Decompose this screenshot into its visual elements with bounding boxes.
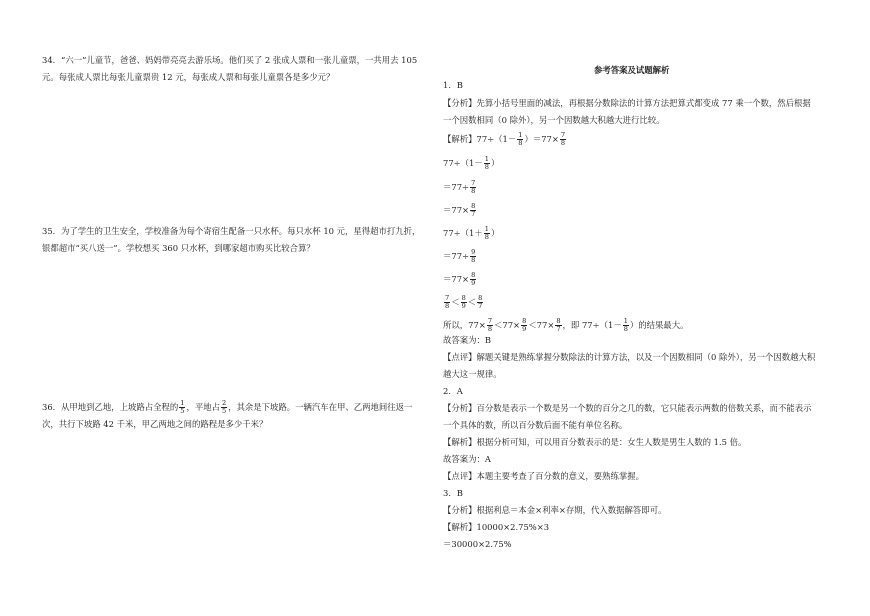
- question-35-line1: 35．为了学生的卫生安全，学校准备为每个寄宿生配备一只水杯。每只水杯 10 元，星得超市打九折，: [42, 226, 421, 236]
- answer-1-number: 1．B: [443, 80, 463, 90]
- answer-2-final: 故答案为：A: [443, 454, 491, 464]
- answer-1-step3: ＝77× $\frac{8}{7}$: [443, 202, 476, 218]
- answer-2-analysis-line2: 一个具体的数，所以百分数后面不能有单位名称。: [443, 420, 628, 430]
- answer-2-number: 2．A: [443, 386, 463, 396]
- answer-1-comment-line2: 越大这一规律。: [443, 369, 502, 379]
- question-35-line2: 银都超市“买八送一”。学校想买 360 只水杯，到哪家超市购买比较合算？: [42, 243, 315, 253]
- fraction: $\frac{2}{5}$: [221, 399, 227, 415]
- fraction: $\frac{1}{5}$: [180, 399, 185, 415]
- answer-1-solution: 【解析】77÷（1－ $\frac{1}{8}$ ）＝77× $\frac{7}{8}$: [443, 131, 566, 147]
- answer-1-conclusion: 所以，77× $\frac{7}{8}$ ＜77× $\frac{8}{9}$ ＜77× $\frac{8}{7}$ ，即 77÷（1－ $\frac{1}{8}$ ）的结果最大。: [443, 317, 689, 333]
- answer-1-analysis-line1: 【分析】先算小括号里面的减法，再根据分数除法的计算方法把算式都变成 77 乘一个数，然后根据: [443, 98, 811, 108]
- answer-3-number: 3．B: [443, 488, 463, 498]
- answer-2-solution: 【解析】根据分析可知，可以用百分数表示的是：女生人数是男生人数的 1.5 倍。: [443, 437, 747, 447]
- answer-1-step4: 77÷（1＋ $\frac{1}{8}$ ）: [443, 225, 500, 241]
- answer-2-analysis-line1: 【分析】百分数是表示一个数是另一个数的百分之几的数，它只能表示两数的倍数关系，而不能表示: [443, 403, 812, 413]
- answer-1-compare: $\frac{7}{8}$ ＜ $\frac{8}{9}$ ＜ $\frac{8}{7}$: [445, 294, 483, 310]
- question-34-line2: 元。每张成人票比每张儿童票贵 12 元，每张成人票和每张儿童票各是多少元？: [42, 72, 335, 82]
- answer-1-step5: ＝77÷ $\frac{9}{8}$: [443, 248, 476, 264]
- answer-1-analysis-line2: 一个因数相同（0 除外），另一个因数越大积越大进行比较。: [443, 115, 665, 125]
- answer-1-step1: 77÷（1－ $\frac{1}{8}$ ）: [443, 155, 500, 171]
- question-34-line1: 34．“六一”儿童节，爸爸、妈妈带亮亮去游乐场。他们买了 2 张成人票和一张儿童票，一共用去 105: [42, 55, 418, 65]
- answer-3-analysis: 【分析】根据利息＝本金×利率×存期，代入数据解答即可。: [443, 505, 667, 515]
- answer-1-step2: ＝77÷ $\frac{7}{8}$: [443, 179, 476, 195]
- answer-3-step1: ＝30000×2.75%: [443, 539, 512, 549]
- question-36-line1: 36．从甲地到乙地，上坡路占全程的 $\frac{1}{5}$ ，平地占 $\frac{2}{5}$ ，其余是下坡路。一辆汽车在甲、乙两地间往返一: [42, 399, 413, 415]
- question-36-line2: 次，共行下坡路 42 千米，甲乙两地之间的路程是多少千米？: [42, 419, 268, 429]
- answer-2-comment: 【点评】本题主要考查了百分数的意义，要熟练掌握。: [443, 471, 644, 481]
- answer-1-comment-line1: 【点评】解题关键是熟练掌握分数除法的计算方法，以及一个因数相同（0 除外），另一个因数越大积: [443, 352, 816, 362]
- answers-title: 参考答案及试题解析: [594, 65, 670, 75]
- answer-1-final: 故答案为：B: [443, 335, 492, 345]
- answer-3-solution: 【解析】10000×2.75%×3: [443, 522, 550, 532]
- answer-1-step6: ＝77× $\frac{8}{9}$: [443, 271, 476, 287]
